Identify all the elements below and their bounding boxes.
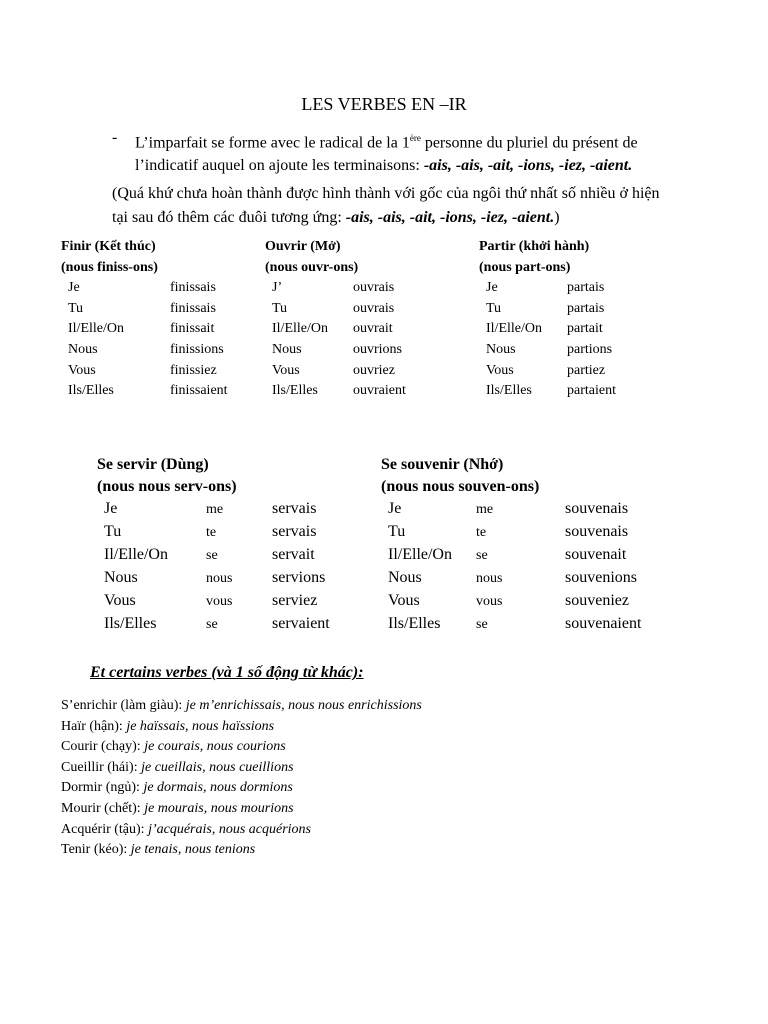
verb-form: servais: [272, 500, 317, 517]
verb-form: souvenais: [565, 523, 629, 540]
vn-note-line-1: (Quá khứ chưa hoàn thành được hình thành với gốc của ngôi thứ nhất số nhiều ở hiện: [112, 185, 660, 202]
other-verb-forms: je haïssais, nous haïssions: [126, 718, 275, 734]
reflexive-conjugation-table: [97, 454, 330, 636]
conjugation-row: [61, 381, 228, 402]
conjugation-row: [479, 361, 616, 382]
pronoun: Je: [68, 280, 80, 296]
other-verb-item: [61, 717, 422, 738]
conjugation-row: [381, 498, 641, 521]
reflexive-pronoun: se: [476, 617, 488, 632]
conjugation-row: [479, 299, 616, 320]
verb-form: ouvraient: [353, 383, 406, 399]
conjugation-table: [61, 237, 228, 402]
other-verb-forms: j’acquérais, nous acquérions: [148, 821, 312, 837]
pronoun: Il/Elle/On: [388, 546, 452, 563]
reflexive-pronoun: te: [476, 525, 487, 540]
pronoun: Tu: [486, 300, 502, 316]
conjugation-row: [381, 521, 641, 544]
pronoun: Il/Elle/On: [272, 321, 328, 337]
verb-form: finissais: [170, 280, 216, 296]
verb-form: ouvrions: [353, 341, 402, 357]
pronoun: Il/Elle/On: [68, 321, 124, 337]
pronoun: Vous: [388, 592, 420, 609]
verb-form: servait: [272, 546, 315, 563]
conjugation-row: [381, 590, 641, 613]
pronoun: Ils/Elles: [388, 615, 441, 632]
verb-stem: (nous ouvr-ons): [265, 259, 359, 275]
verb-form: servais: [272, 523, 317, 540]
other-verb-name: Haïr (hận):: [61, 718, 127, 734]
verb-form: servions: [272, 569, 326, 586]
verb-heading: Finir (Kết thúc): [61, 239, 156, 254]
pronoun: Tu: [104, 523, 122, 540]
vn-note-endings: -ais, -ais, -ait, -ions, -iez, -aient.: [345, 209, 555, 226]
verb-form: serviez: [272, 592, 318, 609]
conjugation-row: [265, 319, 406, 340]
bullet-dash: -: [112, 129, 118, 146]
conjugation-row: [97, 567, 330, 590]
conjugation-table: [265, 237, 406, 402]
pronoun: Tu: [68, 300, 84, 316]
verb-form: ouvrait: [353, 321, 393, 337]
verb-heading: Partir (khởi hành): [479, 239, 590, 254]
conjugation-row: [479, 319, 616, 340]
pronoun: Vous: [272, 362, 300, 378]
rule-line-1: L’imparfait se forme avec le radical de la 1ère personne du pluriel du présent de: [135, 133, 638, 152]
conjugation-row: [381, 613, 641, 636]
conjugation-row: [61, 340, 228, 361]
verb-form: souveniez: [565, 592, 629, 609]
verb-form: partaient: [567, 383, 616, 399]
vn-note-line-2: tại sau đó thêm các đuôi tương ứng: -ais, -ais, -ait, -ions, -iez, -aient.): [112, 209, 560, 226]
conjugation-row: [265, 299, 406, 320]
reflexive-pronoun: se: [206, 548, 218, 563]
rule-text: [135, 127, 638, 177]
verb-form: ouvrais: [353, 280, 395, 296]
other-verb-item: [61, 737, 422, 758]
verb-form: partais: [567, 300, 605, 316]
reflexive-pronoun: me: [476, 502, 494, 517]
pronoun: Vous: [68, 362, 96, 378]
verb-form: souvenait: [565, 546, 627, 563]
conjugation-row: [97, 544, 330, 567]
other-verb-item: [61, 840, 422, 861]
pronoun: Je: [388, 500, 402, 517]
pronoun: Tu: [388, 523, 406, 540]
other-verb-item: [61, 799, 422, 820]
other-verb-name: Courir (chạy):: [61, 739, 145, 755]
conjugation-row: [265, 381, 406, 402]
pronoun: Tu: [272, 300, 288, 316]
verb-form: souvenaient: [565, 615, 642, 632]
pronoun: Je: [486, 280, 498, 296]
other-verb-item: [61, 820, 422, 841]
other-verb-forms: je m’enrichissais, nous nous enrichissions: [185, 698, 422, 713]
verb-stem: (nous nous souven-ons): [381, 478, 540, 495]
pronoun: Vous: [104, 592, 136, 609]
pronoun: Ils/Elles: [68, 383, 114, 399]
pronoun: Ils/Elles: [104, 615, 157, 632]
other-verb-name: Acquérir (tậu):: [61, 821, 149, 837]
other-verb-item: [61, 696, 422, 717]
other-verbs-heading: Et certains verbes (và 1 số động từ khác):: [90, 664, 364, 681]
other-verb-forms: je courais, nous courions: [144, 739, 286, 755]
conjugation-table: [479, 237, 616, 402]
verb-form: partiez: [567, 362, 606, 378]
conjugation-row: [97, 498, 330, 521]
pronoun: Il/Elle/On: [486, 321, 542, 337]
verb-stem: (nous part-ons): [479, 259, 571, 275]
other-verb-forms: je dormais, nous dormions: [143, 780, 293, 796]
rule-endings: -ais, -ais, -ait, -ions, -iez, -aient.: [423, 157, 633, 175]
conjugation-row: [479, 340, 616, 361]
pronoun: Vous: [486, 362, 514, 378]
reflexive-pronoun: te: [206, 525, 217, 540]
verb-form: servaient: [272, 615, 330, 632]
ordinal-superscript: ère: [409, 133, 421, 143]
other-verb-name: Tenir (kéo):: [61, 842, 131, 858]
rule-line-2: l’indicatif auquel on ajoute les terminaisons: -ais, -ais, -ait, -ions, -iez, -aient.: [135, 157, 633, 175]
other-verb-item: [61, 758, 422, 779]
other-verbs-list: [61, 696, 422, 861]
verb-form: souvenions: [565, 569, 637, 586]
verb-form: souvenais: [565, 500, 629, 517]
other-verb-forms: je cueillais, nous cueillions: [141, 759, 294, 775]
other-verb-name: S’enrichir (làm giàu):: [61, 698, 186, 713]
verb-form: partait: [567, 321, 603, 337]
conjugation-row: [61, 319, 228, 340]
other-verb-item: [61, 778, 422, 799]
verb-heading: Se souvenir (Nhớ): [381, 456, 504, 473]
conjugation-row: [265, 340, 406, 361]
conjugation-row: [381, 544, 641, 567]
other-verb-forms: je tenais, nous tenions: [130, 842, 256, 858]
verb-form: finissais: [170, 300, 216, 316]
pronoun: Ils/Elles: [486, 383, 532, 399]
pronoun: Nous: [104, 569, 138, 586]
verb-form: finissiez: [170, 362, 217, 378]
reflexive-pronoun: se: [476, 548, 488, 563]
pronoun: J’: [272, 280, 283, 296]
reflexive-pronoun: se: [206, 617, 218, 632]
verb-stem: (nous finiss-ons): [61, 259, 158, 275]
pronoun: Je: [104, 500, 118, 517]
pronoun: Nous: [388, 569, 422, 586]
verb-form: finissait: [170, 321, 215, 337]
verb-form: partions: [567, 341, 613, 357]
verb-form: partais: [567, 280, 605, 296]
conjugation-row: [61, 278, 228, 299]
conjugation-row: [61, 361, 228, 382]
pronoun: Nous: [68, 341, 98, 357]
reflexive-pronoun: nous: [476, 571, 503, 586]
conjugation-row: [479, 381, 616, 402]
other-verb-name: Cueillir (hái):: [61, 759, 142, 775]
verb-heading: Se servir (Dùng): [97, 456, 209, 473]
conjugation-row: [97, 590, 330, 613]
conjugation-row: [479, 278, 616, 299]
verb-heading: Ouvrir (Mở): [265, 239, 341, 254]
reflexive-conjugation-table: [381, 454, 641, 636]
conjugation-row: [97, 521, 330, 544]
conjugation-row: [381, 567, 641, 590]
page-title: LES VERBES EN –IR: [301, 94, 467, 114]
pronoun: Nous: [272, 341, 302, 357]
pronoun: Ils/Elles: [272, 383, 318, 399]
pronoun: Nous: [486, 341, 516, 357]
conjugation-row: [265, 361, 406, 382]
reflexive-pronoun: vous: [206, 594, 233, 609]
other-verb-name: Mourir (chết):: [61, 800, 145, 816]
pronoun: Il/Elle/On: [104, 546, 168, 563]
reflexive-pronoun: vous: [476, 594, 503, 609]
verb-stem: (nous nous serv-ons): [97, 478, 237, 495]
other-verb-forms: je mourais, nous mourions: [144, 800, 294, 816]
verb-form: finissions: [170, 341, 224, 357]
conjugation-row: [97, 613, 330, 636]
conjugation-row: [265, 278, 406, 299]
verb-form: finissaient: [170, 383, 228, 399]
vietnamese-note: [112, 182, 660, 230]
reflexive-pronoun: nous: [206, 571, 233, 586]
verb-form: ouvrais: [353, 300, 395, 316]
other-verb-name: Dormir (ngủ):: [61, 780, 144, 796]
conjugation-row: [61, 299, 228, 320]
reflexive-pronoun: me: [206, 502, 224, 517]
verb-form: ouvriez: [353, 362, 395, 378]
